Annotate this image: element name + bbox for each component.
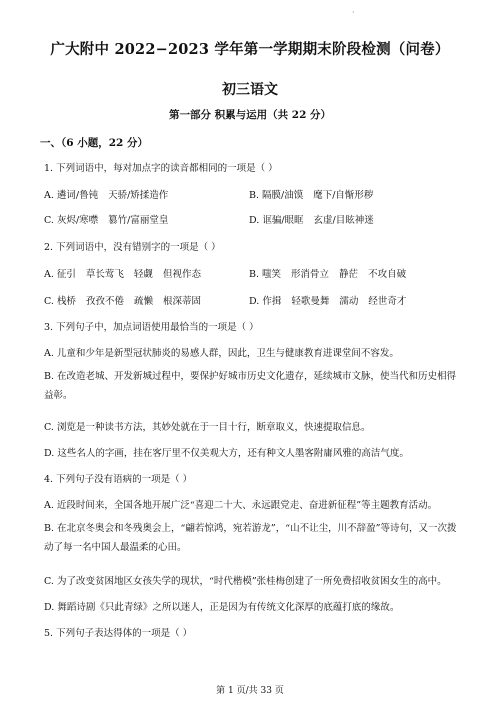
q3-option-c: C. 浏览是一种读书方法，其妙处就在于一目十行，断章取义，快速提取信息。 <box>44 422 371 433</box>
q2-c-w4: 根深蒂固 <box>163 296 202 307</box>
q2-b-w3: 静茫 <box>339 269 359 280</box>
q1-b-part1: B. 隔膜/油馍 <box>249 190 304 201</box>
q2-d-w3: 濡动 <box>339 296 359 307</box>
q4-option-c: C. 为了改变贫困地区女孩失学的现状，“时代楷模”张桂梅创建了一所免费招收贫困女生的高中。 <box>44 576 447 587</box>
q1-option-d <box>249 212 374 226</box>
q2-d-w1: D. 作揖 <box>249 296 282 307</box>
exam-subtitle: 初三语文 <box>222 82 278 98</box>
q1-a-part2: 天骄/矫揉造作 <box>108 190 169 201</box>
q1-option-a <box>44 187 168 201</box>
q2-option-a <box>44 266 201 280</box>
q1-option-b <box>249 187 373 201</box>
part-heading: 第一部分 积累与运用（共 22 分） <box>168 109 332 121</box>
q1-c-part1: C. 灰烬/寒噤 <box>44 215 99 226</box>
q1-d-part1: D. 诓骗/眼眶 <box>249 215 304 226</box>
q4-option-b: B. 在北京冬奥会和冬残奥会上，“翩若惊鸿，宛若游龙”，“山不让尘，川不辞盈”等诗句，又一次拨动了每一名中国人最温柔的心田。 <box>44 523 457 553</box>
q2-a-w3: 轻觑 <box>133 269 153 280</box>
q1-stem: 1. 下列词语中，每对加点字的读音都相同的一项是（ ） <box>44 163 278 174</box>
q2-a-w2: 草长莺飞 <box>85 269 124 280</box>
q2-a-w4: 但视作态 <box>162 269 201 280</box>
q5-stem: 5. 下列句子表达得体的一项是（ ） <box>44 628 193 639</box>
q2-c-w3: 疏懒 <box>134 296 154 307</box>
exam-title: 广大附中 2022−2023 学年第一学期期末阶段检测（问卷） <box>50 41 450 58</box>
q3-stem: 3. 下列句子中，加点词语使用最恰当的一项是（ ） <box>44 322 259 333</box>
q4-option-a: A. 近段时间来，全国各地开展广泛“喜迎二十大、永远跟党走、奋进新征程”等主题教育活动。 <box>44 500 438 511</box>
section-heading: 一、（6 小题，22 分） <box>40 137 148 149</box>
q3-option-a: A. 儿童和少年是新型冠状肺炎的易感人群，因此，卫生与健康教育进课堂间不容发。 <box>44 348 399 359</box>
q2-option-b <box>249 266 406 280</box>
corner-mark: · <box>352 8 355 17</box>
q1-b-part2: 麾下/自惭形秽 <box>313 190 374 201</box>
page-footer: 第 1 页/共 33 页 <box>216 686 284 696</box>
q2-c-w1: C. 栈桥 <box>44 296 76 307</box>
q1-c-part2: 篡竹/富丽堂皇 <box>108 215 169 226</box>
q2-d-w2: 轻歌曼舞 <box>291 296 330 307</box>
q1-option-c <box>44 212 168 226</box>
q4-option-d: D. 舞蹈诗剧《只此青绿》之所以迷人，正是因为有传统文化深厚的底蕴打底的缘故。 <box>44 602 400 613</box>
q3-option-d: D. 这些名人的字画，挂在客厅里不仅美观大方，还有种文人墨客附庸风雅的高洁气度。 <box>44 448 409 459</box>
q1-d-part2: 玄虚/目眩神迷 <box>313 215 374 226</box>
q2-b-w2: 形消骨立 <box>291 269 330 280</box>
q2-b-w4: 不攻自破 <box>368 269 407 280</box>
q2-option-c <box>44 293 201 307</box>
q2-a-w1: A. 征引 <box>44 269 76 280</box>
q3-option-b: B. 在改造老城、开发新城过程中，要保护好城市历史文化遗存，延续城市文脉，使当代和历史相得益彰。 <box>44 371 457 401</box>
q4-stem: 4. 下列句子没有语病的一项是（ ） <box>44 474 193 485</box>
q2-stem: 2. 下列词语中，没有错别字的一项是（ ） <box>44 242 221 253</box>
q2-c-w2: 孜孜不倦 <box>85 296 124 307</box>
q2-option-d <box>249 293 406 307</box>
q2-d-w4: 经世奇才 <box>368 296 407 307</box>
q2-b-w1: B. 嗤笑 <box>249 269 282 280</box>
q1-a-part1: A. 遴词/鲁钝 <box>44 190 99 201</box>
